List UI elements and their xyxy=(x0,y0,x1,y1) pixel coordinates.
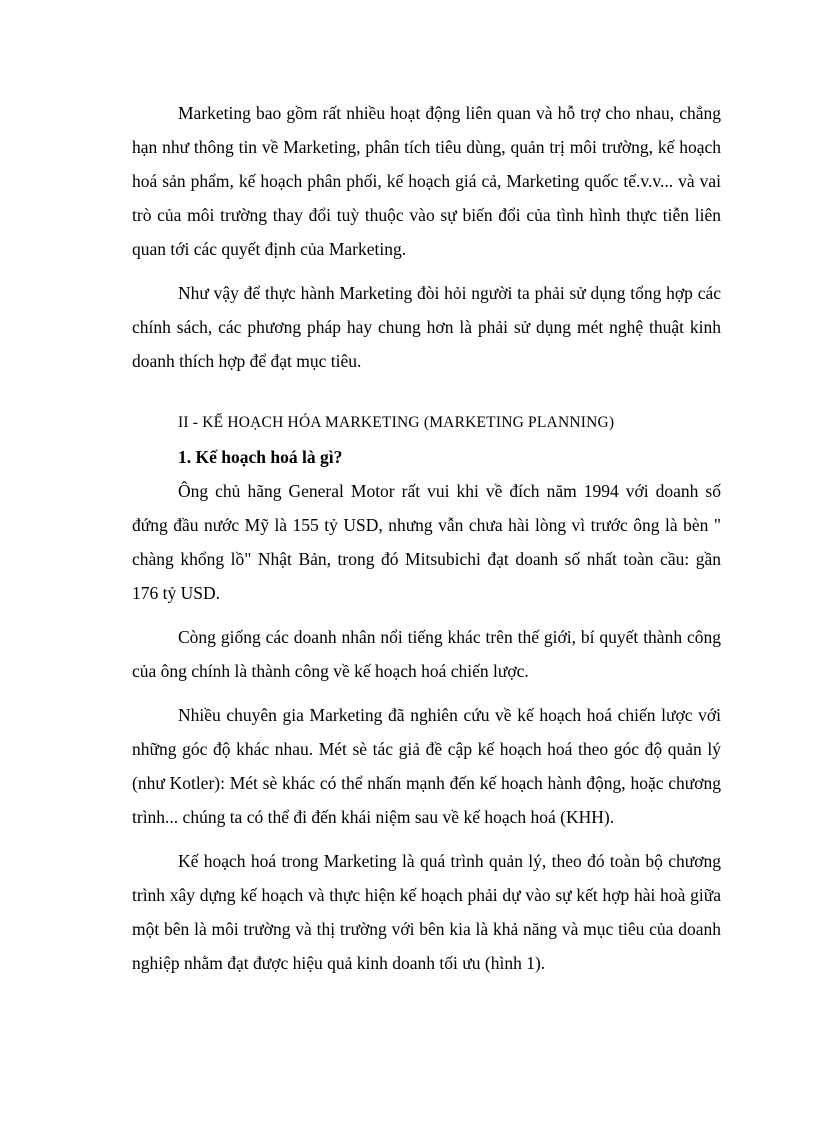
paragraph-spacer xyxy=(132,688,721,698)
paragraph-general-motor: Ông chủ hãng General Motor rất vui khi về đích năm 1994 với doanh số đứng đầu nước Mỹ là 155 tỷ USD, nhưng vẫn chưa hài lòng vì trước ông là bèn " chàng khổng lồ" Nhật Bản, trong đó Mitsubichi đạt doanh số nhất toàn cầu: gần 176 tỷ USD. xyxy=(132,481,721,603)
paragraph-experts: Nhiều chuyên gia Marketing đã nghiên cứu về kế hoạch hoá chiến lược với những góc độ khác nhau. Mét sè tác giả đề cập kế hoạch hoá theo góc độ quản lý (như Kotler): Mét sè khác có thể nhấn mạnh đến kế hoạch hành động, hoặc chương trình... chúng ta có thể đi đến khái niệm sau về kế hoạch hoá (KHH). xyxy=(132,705,721,827)
section-heading: II - KẾ HOẠCH HÓA MARKETING (MARKETING PLANNING) xyxy=(178,414,615,431)
paragraph-spacer xyxy=(132,834,721,844)
paragraph-spacer xyxy=(132,610,721,620)
paragraph-success-secret: Còng giống các doanh nhân nổi tiếng khác trên thế giới, bí quyết thành công của ông chính là thành công về kế hoạch hoá chiến lược. xyxy=(132,627,721,681)
section-spacer xyxy=(132,378,721,406)
paragraph-definition: Kế hoạch hoá trong Marketing là quá trình quản lý, theo đó toàn bộ chương trình xây dựng kế hoạch và thực hiện kế hoạch phải dự vào sự kết hợp hài hoà giữa một bên là môi trường và thị trường với bên kia là khả năng và mục tiêu của doanh nghiệp nhằm đạt được hiệu quả kinh doanh tối ưu (hình 1). xyxy=(132,851,721,973)
paragraph-spacer xyxy=(132,266,721,276)
paragraph-marketing-practice: Như vậy để thực hành Marketing đòi hỏi người ta phải sử dụng tổng hợp các chính sách, các phương pháp hay chung hơn là phải sử dụng mét nghệ thuật kinh doanh thích hợp để đạt mục tiêu. xyxy=(132,283,721,371)
document-page xyxy=(132,96,721,980)
subsection-heading: 1. Kế hoạch hoá là gì? xyxy=(178,447,343,467)
paragraph-marketing-activities: Marketing bao gồm rất nhiều hoạt động liên quan và hỗ trợ cho nhau, chẳng hạn như thông tin về Marketing, phân tích tiêu dùng, quản trị môi trường, kế hoạch hoá sản phẩm, kế hoạch phân phối, kế hoạch giá cả, Marketing quốc tế.v.v... và vai trò của môi trường thay đổi tuỳ thuộc vào sự biến đổi của tình hình thực tiễn liên quan tới các quyết định của Marketing. xyxy=(132,103,721,259)
